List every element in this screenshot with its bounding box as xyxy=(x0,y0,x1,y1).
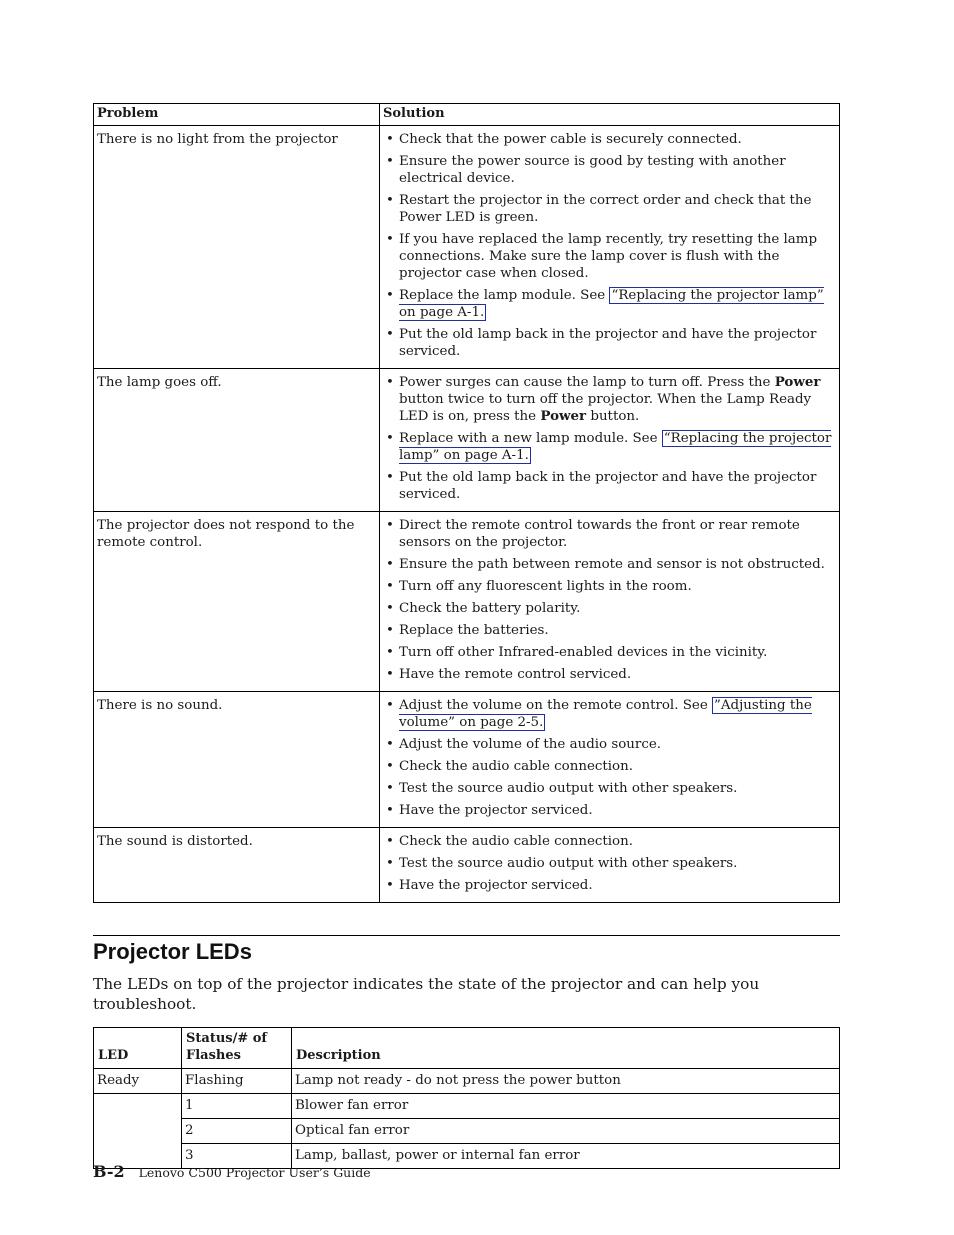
document-page xyxy=(93,103,840,1169)
table-row xyxy=(94,1119,840,1144)
list-item: • Have the projector serviced. xyxy=(384,877,835,894)
list-item: • Test the source audio output with other speakers. xyxy=(384,780,835,797)
solution-cell xyxy=(380,692,840,828)
list-item: • Put the old lamp back in the projector and have the projector serviced. xyxy=(384,326,835,360)
solution-list xyxy=(384,697,835,819)
section-title: Projector LEDs xyxy=(93,939,252,964)
list-item: • Check the audio cable connection. xyxy=(384,758,835,775)
list-item: • Have the projector serviced. xyxy=(384,802,835,819)
header-status: Status/# of Flashes xyxy=(182,1028,292,1069)
adjusting-volume-link[interactable]: ”Adjusting the volume” on page 2-5. xyxy=(399,698,812,730)
list-item-text: Power surges can cause the lamp to turn off. Press the xyxy=(399,375,775,390)
table-row xyxy=(94,369,840,512)
table-row xyxy=(94,512,840,692)
list-item: • Ensure the path between remote and sensor is not obstructed. xyxy=(384,556,835,573)
table-row xyxy=(94,126,840,369)
problem-cell: There is no light from the projector xyxy=(94,126,380,369)
header-description: Description xyxy=(292,1028,840,1069)
list-item xyxy=(384,287,835,321)
list-item: • Turn off any fluorescent lights in the room. xyxy=(384,578,835,595)
list-item: • Direct the remote control towards the front or rear remote sensors on the projector. xyxy=(384,517,835,551)
solution-cell xyxy=(380,828,840,903)
status-cell: Flashing xyxy=(182,1069,292,1094)
page-footer xyxy=(93,1162,371,1181)
bold-power-label: Power xyxy=(774,374,821,390)
problem-cell: The projector does not respond to the remote control. xyxy=(94,512,380,692)
header-led: LED xyxy=(94,1028,182,1069)
solution-list xyxy=(384,833,835,894)
status-cell: 2 xyxy=(182,1119,292,1144)
solution-list xyxy=(384,374,835,503)
led-table xyxy=(93,1027,840,1169)
solution-list xyxy=(384,517,835,683)
list-item: • Have the remote control serviced. xyxy=(384,666,835,683)
status-cell: 1 xyxy=(182,1094,292,1119)
description-cell: Blower fan error xyxy=(292,1094,840,1119)
guide-title: Lenovo C500 Projector User’s Guide xyxy=(138,1165,371,1180)
list-item xyxy=(384,697,835,731)
list-item-text: button. xyxy=(586,409,640,424)
list-item: • If you have replaced the lamp recently, try resetting the lamp connections. Make sure the lamp cover is flush with the projector case when closed. xyxy=(384,231,835,282)
problem-cell: The lamp goes off. xyxy=(94,369,380,512)
led-cell: Ready xyxy=(94,1069,182,1094)
list-item: • Test the source audio output with other speakers. xyxy=(384,855,835,872)
status-cell: 3 xyxy=(182,1144,292,1169)
table-row xyxy=(94,692,840,828)
section-intro: The LEDs on top of the projector indicates the state of the projector and can help you troubleshoot. xyxy=(93,975,760,1013)
solution-cell xyxy=(380,369,840,512)
solution-cell xyxy=(380,126,840,369)
solution-list xyxy=(384,131,835,360)
header-solution: Solution xyxy=(380,104,840,126)
replacing-lamp-link[interactable]: “Replacing the projector lamp” on page A-1. xyxy=(399,431,832,463)
list-item-text: button twice to turn off the projector. When the Lamp Ready LED is on, press the xyxy=(399,392,812,424)
table-header-row xyxy=(94,1028,840,1069)
header-problem: Problem xyxy=(94,104,380,126)
list-item xyxy=(384,374,835,425)
list-item: • Check the battery polarity. xyxy=(384,600,835,617)
list-item: • Replace the batteries. xyxy=(384,622,835,639)
list-item-text: Replace with a new lamp module. See xyxy=(399,431,662,446)
list-item: • Check the audio cable connection. xyxy=(384,833,835,850)
page-number: B-2 xyxy=(93,1162,125,1181)
troubleshooting-table xyxy=(93,103,840,903)
section-divider xyxy=(93,935,840,936)
table-row xyxy=(94,1069,840,1094)
table-row xyxy=(94,1094,840,1119)
description-cell: Lamp not ready - do not press the power button xyxy=(292,1069,840,1094)
description-cell: Lamp, ballast, power or internal fan error xyxy=(292,1144,840,1169)
table-header-row xyxy=(94,104,840,126)
list-item: • Adjust the volume of the audio source. xyxy=(384,736,835,753)
problem-cell: The sound is distorted. xyxy=(94,828,380,903)
led-cell xyxy=(94,1094,182,1169)
list-item-text: Adjust the volume on the remote control. See xyxy=(399,698,713,713)
list-item xyxy=(384,430,835,464)
list-item: • Turn off other Infrared-enabled devices in the vicinity. xyxy=(384,644,835,661)
solution-cell xyxy=(380,512,840,692)
list-item: • Restart the projector in the correct order and check that the Power LED is green. xyxy=(384,192,835,226)
description-cell: Optical fan error xyxy=(292,1119,840,1144)
list-item-text: Replace the lamp module. See xyxy=(399,288,610,303)
bold-power-label: Power xyxy=(540,408,587,424)
problem-cell: There is no sound. xyxy=(94,692,380,828)
list-item: • Put the old lamp back in the projector and have the projector serviced. xyxy=(384,469,835,503)
replacing-lamp-link[interactable]: “Replacing the projector lamp” on page A-1. xyxy=(399,288,824,320)
list-item: • Ensure the power source is good by testing with another electrical device. xyxy=(384,153,835,187)
list-item: • Check that the power cable is securely connected. xyxy=(384,131,835,148)
table-row xyxy=(94,828,840,903)
